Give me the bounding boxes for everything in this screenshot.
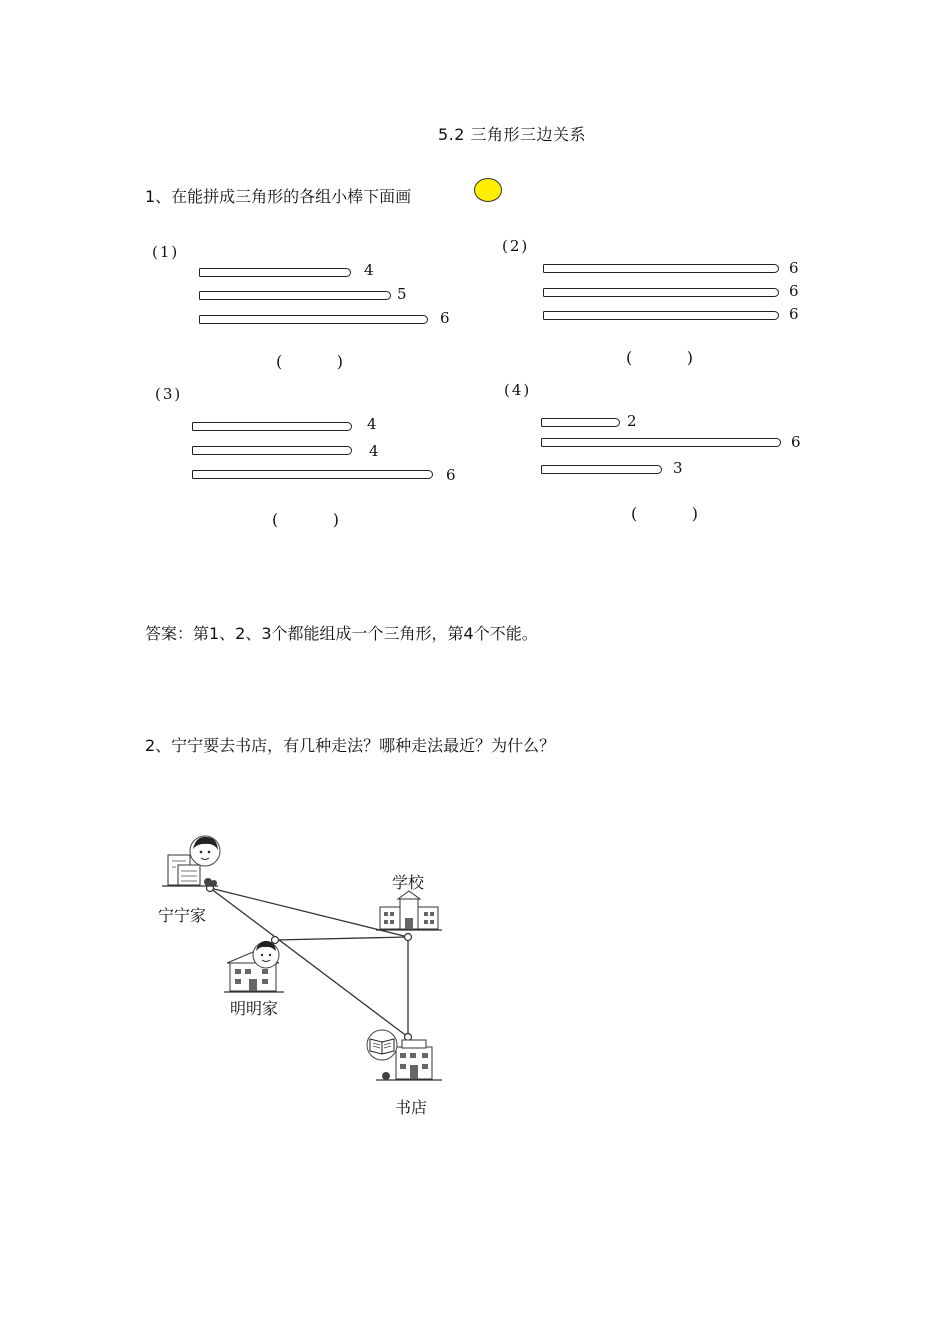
node-mingming-home [272, 937, 279, 944]
label-school: 学校 [392, 873, 425, 892]
stick-length: 4 [367, 415, 377, 433]
stick-length: 2 [627, 412, 637, 430]
book-icon [367, 1030, 397, 1060]
label-bookstore: 书店 [395, 1098, 428, 1117]
stick [192, 470, 433, 479]
stick [541, 438, 781, 447]
stick-length: 6 [440, 309, 450, 327]
boy-avatar-icon [253, 941, 279, 968]
group-label: (2) [502, 237, 530, 255]
answer-blank[interactable]: ( ) [626, 348, 693, 367]
route-map [150, 825, 470, 1125]
stick [192, 446, 352, 455]
page-title: 5.2 三角形三边关系 [437, 125, 587, 144]
group-label: (1) [152, 243, 180, 261]
stick [543, 264, 779, 273]
stick [199, 268, 351, 277]
answer-blank[interactable]: ( ) [631, 504, 698, 523]
stick-length: 3 [673, 459, 683, 477]
stick [543, 311, 779, 320]
answer-blank[interactable]: ( ) [276, 352, 343, 371]
stick-length: 4 [364, 261, 374, 279]
question-1-text: 1、在能拼成三角形的各组小棒下面画 [145, 187, 412, 206]
stick-length: 6 [446, 466, 456, 484]
stick-length: 6 [789, 259, 799, 277]
stick-length: 6 [789, 282, 799, 300]
answer-blank[interactable]: ( ) [272, 510, 339, 529]
school-building-icon [376, 891, 442, 930]
stick-length: 5 [397, 285, 407, 303]
girl-avatar-icon [190, 836, 220, 866]
answer-1-text: 答案：第1、2、3个都能组成一个三角形，第4个不能。 [145, 624, 538, 643]
node-bookstore [405, 1034, 412, 1041]
stick [199, 291, 391, 300]
group-label: (3) [155, 385, 183, 403]
stick [543, 288, 779, 297]
yellow-circle-marker-icon [474, 178, 502, 202]
stick [192, 422, 352, 431]
stick-length: 6 [791, 433, 801, 451]
stick-length: 4 [369, 442, 379, 460]
stick [199, 315, 428, 324]
question-2-text: 2、宁宁要去书店，有几种走法？哪种走法最近？为什么？ [145, 736, 556, 755]
node-school [405, 934, 412, 941]
route-mingming-school [275, 937, 408, 940]
stick-length: 6 [789, 305, 799, 323]
label-mingming-home: 明明家 [230, 999, 279, 1018]
group-label: (4) [504, 381, 532, 399]
stick [541, 418, 620, 427]
label-ningning-home: 宁宁家 [158, 906, 207, 925]
stick [541, 465, 662, 474]
